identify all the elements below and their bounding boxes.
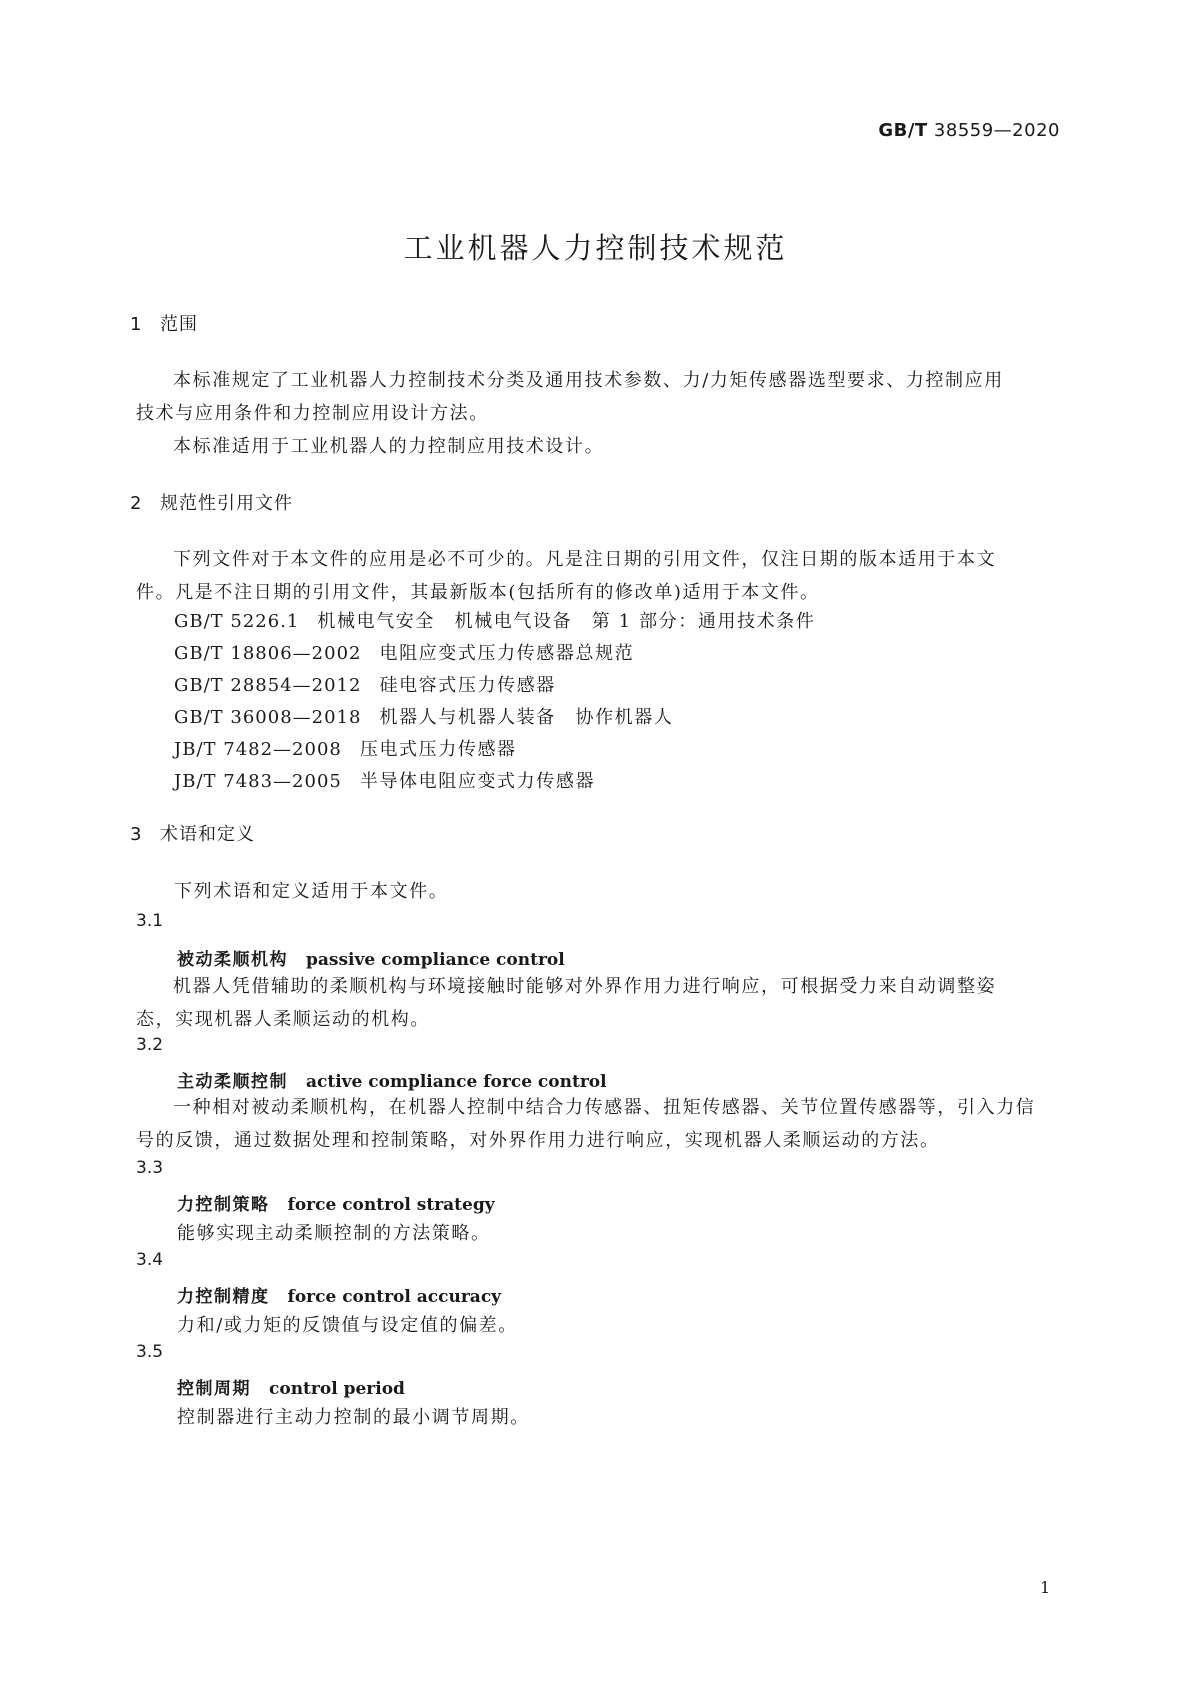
section-number: 2: [130, 493, 143, 514]
term-heading: [177, 945, 565, 970]
definition-line: 号的反馈，通过数据处理和控制策略，对外界作用力进行响应，实现机器人柔顺运动的方法。: [136, 1130, 940, 1151]
term-heading: [177, 1374, 405, 1399]
term-zh: 主动柔顺控制: [177, 1072, 288, 1092]
term-zh: 被动柔顺机构: [177, 950, 288, 970]
section-2-body: [136, 543, 1060, 609]
term-en: force control accuracy: [287, 1287, 502, 1307]
term-en: active compliance force control: [306, 1072, 607, 1092]
term-definition: [136, 1091, 1060, 1157]
reference-item: [174, 607, 815, 633]
term-definition: 控制器进行主动力控制的最小调节周期。: [177, 1407, 530, 1428]
reference-title: 机械电气安全 机械电气设备 第 1 部分：通用技术条件: [317, 611, 816, 632]
term-definition: [136, 970, 1060, 1036]
term-en: force control strategy: [287, 1195, 495, 1215]
term-zh: 控制周期: [177, 1379, 251, 1399]
standard-code: GB/T: [878, 120, 928, 141]
term-en: control period: [269, 1379, 405, 1399]
definition-line: 机器人凭借辅助的柔顺机构与环境接触时能够对外界作用力进行响应，可根据受力来自动调整姿: [173, 976, 997, 997]
reference-code: JB/T 7482—2008: [174, 739, 342, 760]
reference-title: 压电式压力传感器: [359, 739, 517, 760]
section-number: 3: [130, 824, 143, 845]
term-zh: 力控制策略: [177, 1195, 270, 1215]
paragraph-line: 件。凡是不注日期的引用文件，其最新版本(包括所有的修改单)适用于本文件。: [136, 582, 820, 603]
reference-title: 半导体电阻应变式力传感器: [359, 771, 596, 792]
section-1-heading: [130, 310, 198, 336]
section-2-heading: [130, 489, 293, 515]
standard-number: [860, 120, 1060, 141]
term-definition: 能够实现主动柔顺控制的方法策略。: [177, 1223, 491, 1244]
reference-item: [174, 671, 556, 697]
reference-code: GB/T 28854—2012: [174, 675, 362, 696]
section-title: 规范性引用文件: [160, 493, 293, 514]
paragraph-line: 本标准适用于工业机器人的力控制应用技术设计。: [173, 436, 605, 457]
standard-year: 38559—2020: [933, 120, 1060, 141]
reference-code: JB/T 7483—2005: [174, 771, 342, 792]
term-heading: [177, 1282, 501, 1307]
clause-number: 3.4: [136, 1250, 164, 1270]
section-title: 范围: [160, 314, 198, 335]
reference-title: 硅电容式压力传感器: [379, 675, 556, 696]
section-3-intro: 下列术语和定义适用于本文件。: [174, 881, 449, 902]
paragraph-line: 下列文件对于本文件的应用是必不可少的。凡是注日期的引用文件，仅注日期的版本适用于本文: [173, 549, 997, 570]
reference-item: [174, 639, 634, 665]
term-definition: 力和/或力矩的反馈值与设定值的偏差。: [177, 1315, 518, 1336]
definition-line: 一种相对被动柔顺机构，在机器人控制中结合力传感器、扭矩传感器、关节位置传感器等，引入力信: [173, 1097, 1036, 1118]
document-title: 工业机器人力控制技术规范: [403, 231, 788, 265]
term-zh: 力控制精度: [177, 1287, 270, 1307]
reference-code: GB/T 36008—2018: [174, 707, 362, 728]
reference-code: GB/T 5226.1: [174, 611, 300, 632]
section-title: 术语和定义: [160, 824, 255, 845]
reference-title: 电阻应变式压力传感器总规范: [379, 643, 635, 664]
clause-number: 3.1: [136, 911, 164, 931]
clause-number: 3.3: [136, 1158, 164, 1178]
reference-title: 机器人与机器人装备 协作机器人: [379, 707, 674, 728]
section-number: 1: [130, 314, 143, 335]
section-3-heading: [130, 820, 255, 846]
clause-number: 3.2: [136, 1035, 164, 1055]
section-1-body: [136, 364, 1060, 463]
definition-line: 态，实现机器人柔顺运动的机构。: [136, 1009, 430, 1030]
clause-number: 3.5: [136, 1342, 164, 1362]
paragraph-line: 技术与应用条件和力控制应用设计方法。: [136, 403, 489, 424]
term-en: passive compliance control: [306, 950, 565, 970]
term-heading: [177, 1067, 607, 1092]
reference-item: [174, 703, 673, 729]
term-heading: [177, 1190, 495, 1215]
reference-item: [174, 735, 517, 761]
page-number: 1: [1040, 1578, 1051, 1597]
reference-item: [174, 767, 595, 793]
reference-code: GB/T 18806—2002: [174, 643, 362, 664]
paragraph-line: 本标准规定了工业机器人力控制技术分类及通用技术参数、力/力矩传感器选型要求、力控制应用: [173, 370, 1004, 391]
